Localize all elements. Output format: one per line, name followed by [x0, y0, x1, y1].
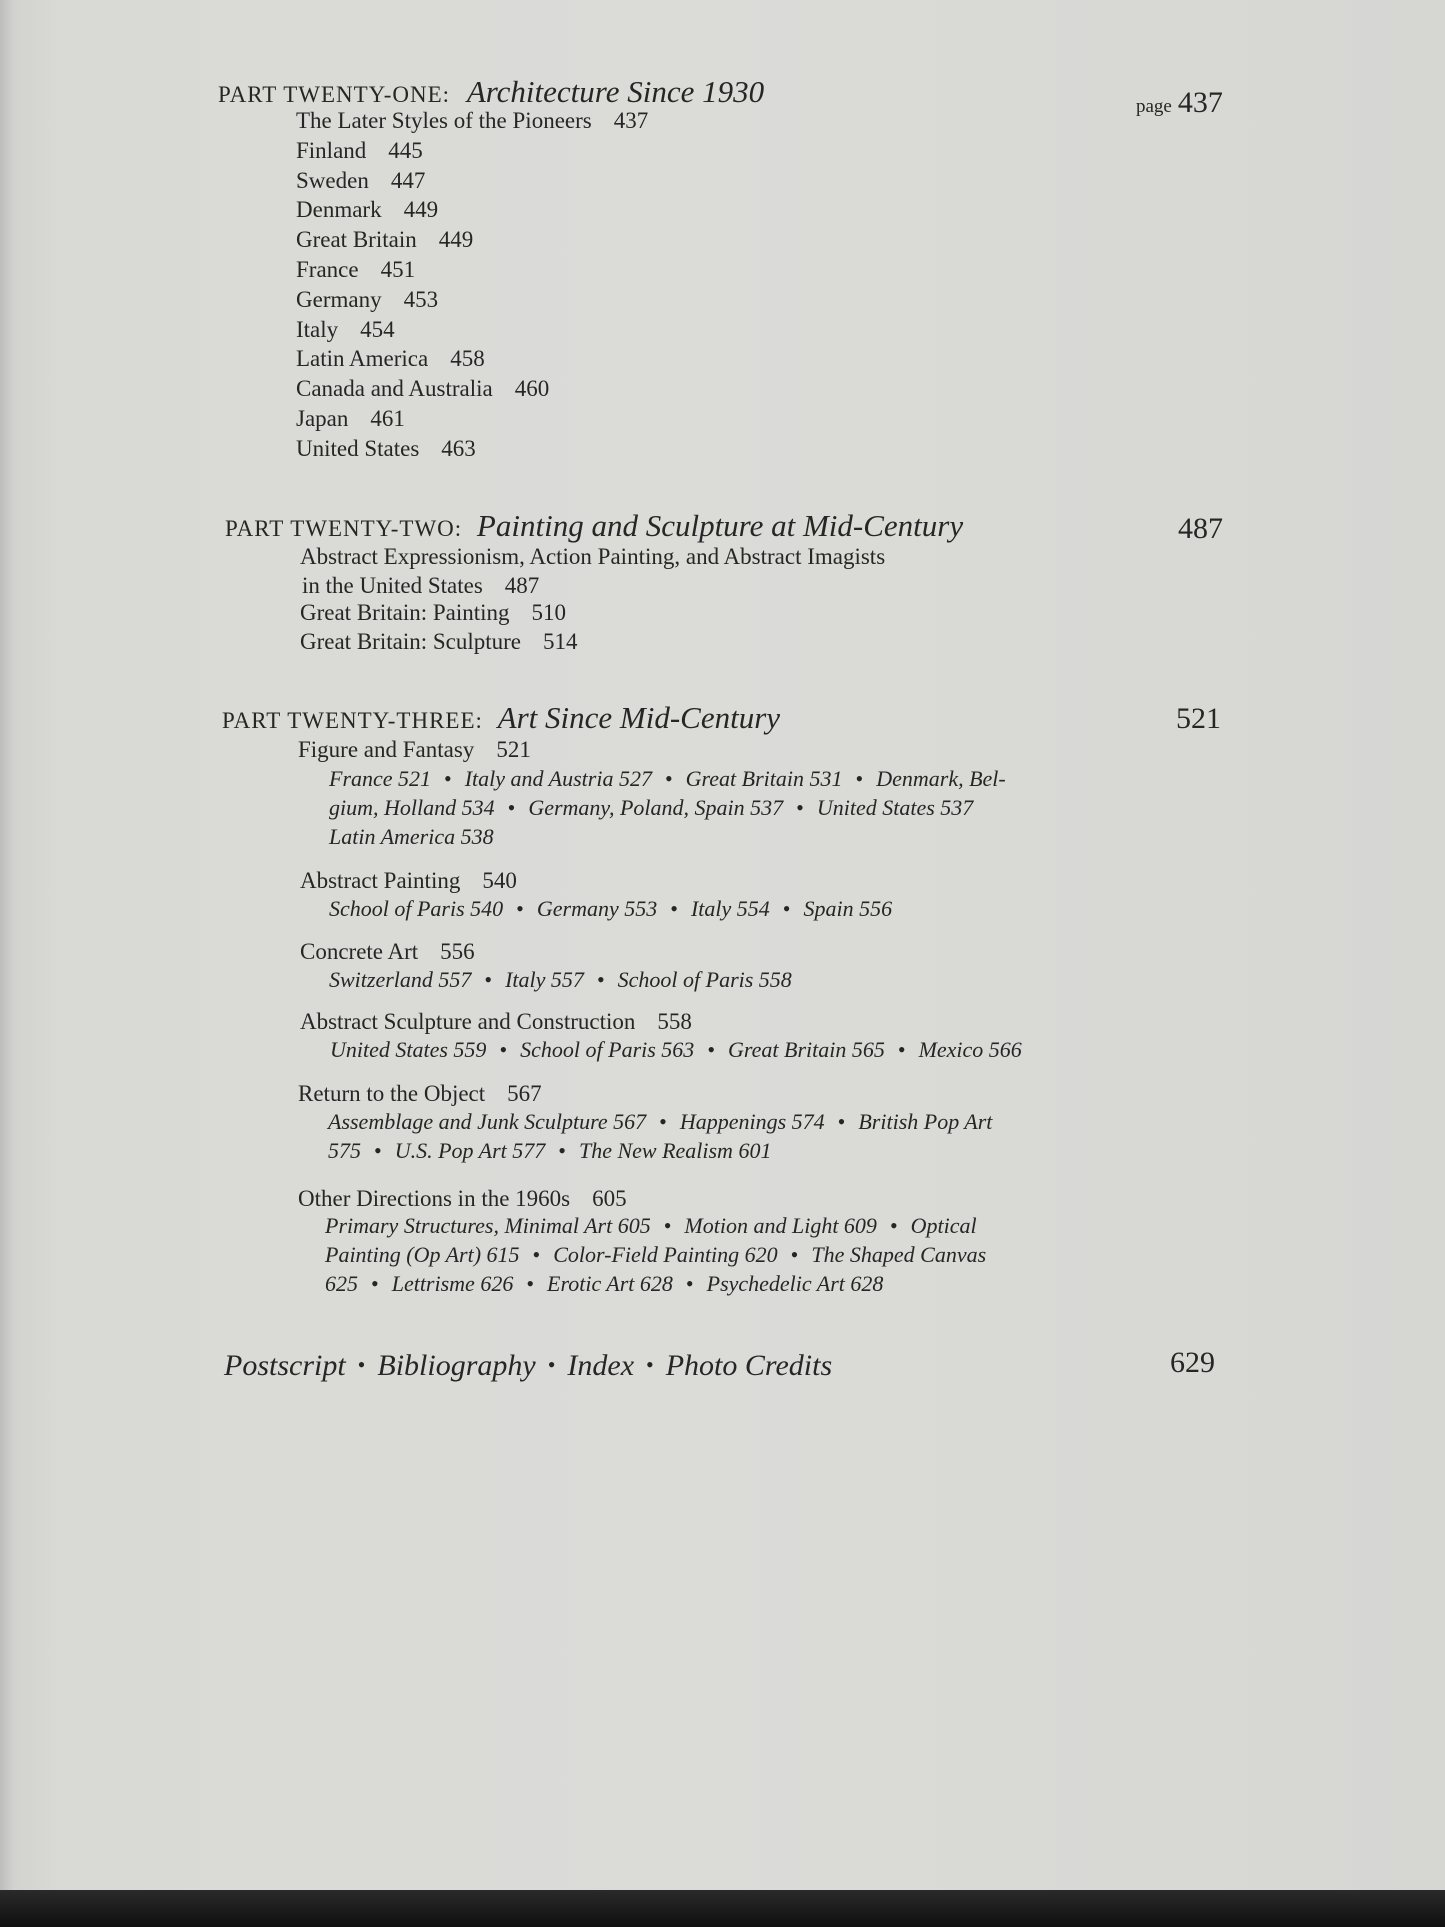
- subentry: Motion and Light 609: [684, 1213, 877, 1238]
- bullet-separator: •: [371, 1271, 379, 1296]
- bullet-separator: •: [855, 766, 864, 791]
- entry-title: Sweden: [296, 167, 369, 193]
- subentry: Psychedelic Art 628: [706, 1271, 884, 1296]
- part-21-page: [1136, 86, 1223, 120]
- section-page: 567: [507, 1081, 542, 1106]
- entry-title: Japan: [296, 406, 349, 431]
- part-21-label: PART TWENTY-ONE:: [218, 82, 451, 107]
- toc-section: [300, 868, 517, 894]
- subentry: Italy 554: [690, 896, 770, 921]
- subentry: Latin America 538: [329, 824, 494, 849]
- bullet-separator: •: [374, 1138, 382, 1163]
- bullet-separator: •: [558, 1138, 566, 1163]
- entry-title: Latin America: [296, 346, 429, 372]
- bullet-separator: •: [782, 896, 791, 921]
- entry-title: Germany: [296, 286, 382, 312]
- entry-page: 510: [531, 600, 567, 625]
- toc-entry: [302, 573, 539, 599]
- end-matter-page: 629: [1170, 1346, 1215, 1379]
- entry-page: 449: [403, 197, 439, 223]
- part-23-page: 521: [1176, 702, 1221, 735]
- bullet-separator: •: [685, 1271, 694, 1296]
- subentry-line: [328, 1109, 992, 1135]
- bullet-separator: •: [444, 766, 452, 791]
- toc-entry: [296, 376, 549, 402]
- toc-entry: [296, 317, 395, 343]
- subentry-line: [329, 896, 892, 922]
- bullet-separator: •: [659, 1109, 667, 1134]
- toc-entry: [296, 197, 438, 223]
- bullet-separator: •: [499, 1037, 508, 1062]
- section-title: Other Directions in the 1960s: [298, 1186, 571, 1211]
- toc-entry: [300, 544, 885, 570]
- subentry: Italy and Austria 527: [464, 766, 652, 791]
- entry-title: Canada and Australia: [296, 376, 493, 402]
- toc-entry: [296, 436, 476, 462]
- end-matter-item: Postscript: [224, 1349, 346, 1382]
- bullet-separator: •: [532, 1242, 541, 1267]
- entry-title: Abstract Expressionism, Action Painting, and Abstract Imagists: [300, 544, 886, 569]
- toc-section: [300, 1009, 692, 1035]
- subentry: Switzerland 557: [329, 967, 472, 992]
- bullet-separator: •: [547, 1352, 556, 1377]
- entry-page: 445: [388, 137, 423, 163]
- subentry: British Pop Art: [858, 1109, 993, 1134]
- subentry: Denmark, Bel-: [876, 766, 1006, 791]
- entry-page: 458: [450, 346, 485, 372]
- toc-entry: [296, 138, 423, 164]
- bullet-separator: •: [790, 1242, 799, 1267]
- entry-title: Great Britain: [296, 227, 417, 253]
- section-title: Figure and Fantasy: [298, 737, 475, 762]
- entry-title: in the United States: [302, 573, 483, 598]
- subentry: Painting (Op Art) 615: [325, 1242, 520, 1267]
- entry-page: 449: [438, 227, 474, 253]
- subentry-line: [325, 1242, 986, 1268]
- part-21-page-number: 437: [1177, 86, 1223, 119]
- subentry: Color-Field Painting 620: [553, 1242, 778, 1267]
- entry-title: Denmark: [296, 197, 382, 223]
- subentry-line: [329, 766, 1006, 792]
- subentry: 575: [328, 1138, 361, 1163]
- subentry: 625: [325, 1271, 358, 1296]
- end-matter-line: [224, 1349, 832, 1383]
- toc-entry: [296, 346, 485, 372]
- subentry: United States 537: [816, 795, 974, 820]
- entry-page: 461: [370, 406, 405, 431]
- subentry: France 521: [329, 766, 432, 791]
- section-title: Abstract Sculpture and Construction: [300, 1009, 636, 1034]
- bullet-separator: •: [707, 1037, 716, 1062]
- subentry: Primary Structures, Minimal Art 605: [325, 1213, 651, 1238]
- entry-page: 447: [390, 167, 426, 193]
- subentry: School of Paris 540: [329, 896, 504, 921]
- toc-entry: [300, 600, 566, 626]
- part-22-heading: [225, 508, 963, 544]
- end-matter-item: Index: [567, 1349, 635, 1382]
- entry-page: 437: [613, 108, 649, 133]
- entry-title: Italy: [296, 316, 339, 342]
- subentry: School of Paris 563: [520, 1037, 695, 1062]
- subentry-line: [329, 967, 792, 993]
- subentry: Assemblage and Junk Sculpture 567: [328, 1109, 647, 1134]
- subentry-line: [325, 1271, 883, 1297]
- end-matter-item: Photo Credits: [665, 1349, 833, 1382]
- bullet-separator: •: [796, 795, 804, 820]
- section-title: Abstract Painting: [300, 868, 461, 893]
- entry-page: 451: [380, 257, 416, 282]
- toc-section: [298, 1081, 542, 1107]
- toc-section: [298, 1186, 627, 1212]
- subentry: Erotic Art 628: [547, 1271, 673, 1296]
- subentry: The New Realism 601: [578, 1138, 772, 1163]
- subentry: Great Britain 565: [728, 1037, 885, 1062]
- toc-entry: [296, 257, 415, 283]
- entry-page: 487: [504, 573, 540, 598]
- toc-section: [300, 939, 475, 965]
- bullet-separator: •: [357, 1352, 366, 1377]
- entry-title: France: [296, 257, 359, 282]
- subentry: Germany 553: [536, 896, 658, 921]
- bullet-separator: •: [526, 1271, 535, 1296]
- section-page: 558: [657, 1009, 692, 1034]
- subentry-line: [325, 1213, 977, 1239]
- entry-page: 453: [403, 286, 439, 312]
- subentry: U.S. Pop Art 577: [394, 1138, 546, 1163]
- end-matter-item: Bibliography: [377, 1349, 536, 1382]
- subentry: Mexico 566: [918, 1037, 1022, 1062]
- page-word: page: [1136, 96, 1172, 117]
- bullet-separator: •: [670, 896, 678, 921]
- bullet-separator: •: [663, 1213, 672, 1238]
- entry-page: 463: [441, 435, 476, 461]
- part-21-heading: [218, 74, 764, 110]
- section-title: Concrete Art: [300, 939, 419, 964]
- part-23-title: Art Since Mid-Century: [497, 700, 781, 735]
- subentry: gium, Holland 534: [329, 795, 495, 820]
- entry-page: 514: [543, 629, 578, 654]
- toc-entry: [296, 287, 438, 313]
- subentry: Great Britain 531: [685, 766, 843, 791]
- toc-entry: [300, 629, 578, 655]
- page-bottom-shadow: [0, 1890, 1445, 1927]
- bullet-separator: •: [664, 766, 673, 791]
- subentry-line: [328, 1138, 771, 1164]
- entry-title: Great Britain: Sculpture: [300, 629, 521, 654]
- part-23-heading: [222, 700, 780, 736]
- section-page: 605: [592, 1186, 627, 1211]
- bullet-separator: •: [646, 1352, 654, 1377]
- section-title: Return to the Object: [298, 1081, 486, 1106]
- part-21-title: Architecture Since 1930: [466, 74, 765, 109]
- bullet-separator: •: [484, 967, 493, 992]
- entry-page: 460: [514, 376, 550, 402]
- subentry: Optical: [910, 1213, 977, 1238]
- bullet-separator: •: [889, 1213, 898, 1238]
- subentry: Italy 557: [505, 967, 584, 992]
- bullet-separator: •: [516, 896, 524, 921]
- toc-entry: [296, 406, 405, 432]
- subentry: Spain 556: [803, 896, 893, 921]
- bullet-separator: •: [596, 967, 605, 992]
- subentry: United States 559: [330, 1037, 487, 1062]
- entry-page: 454: [360, 316, 395, 342]
- subentry: Lettrisme 626: [391, 1271, 514, 1296]
- entry-title: United States: [296, 435, 420, 461]
- subentry: School of Paris 558: [617, 967, 792, 992]
- entry-title: Great Britain: Painting: [300, 600, 510, 625]
- entry-title: Finland: [296, 137, 367, 163]
- toc-entry: [296, 227, 473, 253]
- bullet-separator: •: [837, 1109, 846, 1134]
- subentry-line: [330, 1037, 1022, 1063]
- subentry: The Shaped Canvas: [811, 1242, 987, 1267]
- part-22-label: PART TWENTY-TWO:: [225, 516, 463, 541]
- subentry-line: [329, 824, 494, 850]
- subentry-line: [329, 795, 973, 821]
- part-22-page: 487: [1178, 512, 1223, 545]
- section-page: 540: [482, 868, 517, 893]
- section-page: 521: [496, 737, 531, 762]
- part-22-title: Painting and Sculpture at Mid-Century: [476, 508, 964, 543]
- part-23-label: PART TWENTY-THREE:: [222, 708, 483, 733]
- subentry: Germany, Poland, Spain 537: [528, 795, 784, 820]
- toc-section: [298, 737, 531, 763]
- toc-entry: [296, 108, 648, 134]
- bullet-separator: •: [507, 795, 516, 820]
- subentry: Happenings 574: [679, 1109, 825, 1134]
- toc-entry: [296, 168, 425, 194]
- section-page: 556: [440, 939, 475, 964]
- bullet-separator: •: [897, 1037, 906, 1062]
- entry-title: The Later Styles of the Pioneers: [296, 108, 592, 133]
